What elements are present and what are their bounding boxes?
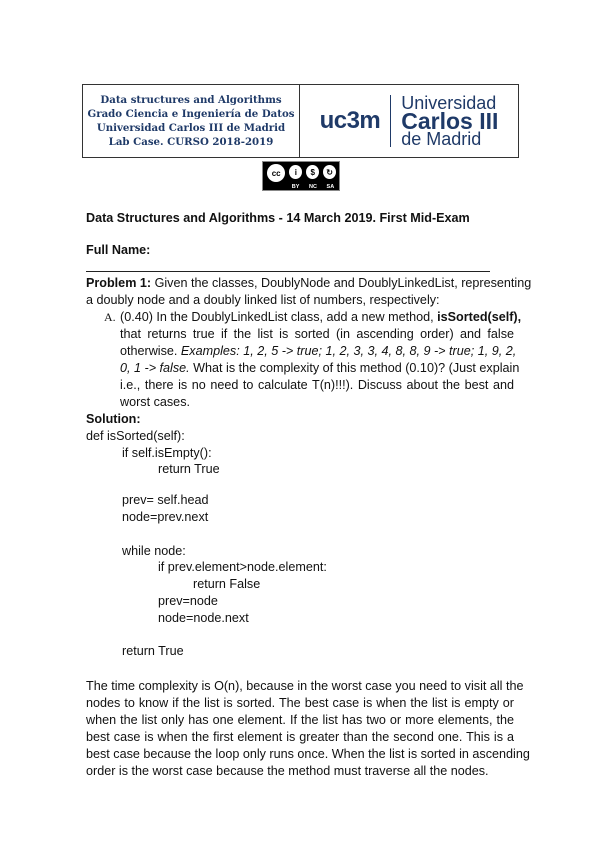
course-line: Universidad Carlos III de Madrid: [96, 122, 286, 134]
university-logo: [300, 85, 518, 157]
uni-line: de Madrid: [401, 129, 482, 149]
item-line: [120, 361, 520, 375]
item-text: otherwise.: [120, 344, 181, 358]
full-name-label: Full Name:: [86, 243, 151, 257]
cc-license-badge: [262, 161, 340, 191]
code-line: if self.isEmpty():: [122, 446, 212, 460]
code-line: node=node.next: [158, 611, 249, 625]
course-line: Data structures and Algorithms: [100, 94, 282, 106]
item-line: [120, 310, 522, 324]
code-line: return False: [193, 577, 261, 591]
license-label: BY: [291, 184, 300, 190]
solution-label: Solution:: [86, 412, 141, 426]
examples: Examples: 1, 2, 5 -> true; 1, 2, 3, 3, 4, 8, 8, 9 -> true; 1, 9, 2,: [180, 344, 517, 358]
explanation-line: best case is when the first element is greater than the second one. This is a: [86, 730, 514, 744]
method-name: isSorted(self),: [437, 310, 522, 324]
name-underline: [86, 271, 490, 272]
item-line: worst cases.: [120, 395, 190, 409]
item-line: i.e., there is no need to calculate T(n)!!!). Discuss about the best and: [120, 378, 514, 392]
code-line: node=prev.next: [122, 510, 209, 524]
explanation-line: when the list only has one element. If the list has two or more elements, the: [86, 713, 514, 727]
course-line: Lab Case. CURSO 2018-2019: [108, 136, 274, 148]
item-marker: A.: [104, 310, 116, 324]
header-box: [82, 84, 519, 158]
explanation-line: The time complexity is O(n), because in the worst case you need to visit all the: [86, 679, 524, 693]
item-text: What is the complexity of this method (0.10)? (Just explain: [189, 361, 520, 375]
code-line: return True: [158, 462, 220, 476]
exam-title: Data Structures and Algorithms - 14 March 2019. First Mid-Exam: [86, 211, 470, 225]
problem-label: Problem 1:: [86, 276, 152, 290]
problem-line: a doubly node and a doubly linked list of numbers, respectively:: [86, 293, 440, 307]
university-name: [401, 94, 498, 148]
problem-line: [86, 276, 532, 290]
examples: 0, 1 -> false.: [120, 361, 190, 375]
logo-divider: [390, 95, 391, 147]
code-line: return True: [122, 644, 184, 658]
explanation-line: nodes to know if the list is sorted. The best case is when the list is empty or: [86, 696, 514, 710]
license-label: NC: [309, 184, 317, 190]
noncommercial-icon: $: [305, 164, 320, 180]
uc3m-logo: uc3m: [319, 107, 381, 134]
item-line: [120, 344, 517, 358]
explanation-line: best case because the loop only runs once. When the list is sorted in ascending: [86, 747, 530, 761]
course-info: [83, 85, 300, 157]
code-line: prev= self.head: [122, 493, 209, 507]
item-text: (0.40) In the DoublyLinkedList class, add a new method,: [120, 310, 438, 324]
problem-text: Given the classes, DoublyNode and DoublyLinkedList, representing: [151, 276, 532, 290]
code-line: while node:: [122, 544, 186, 558]
license-label: SA: [326, 184, 335, 190]
uni-line: Carlos III: [401, 108, 499, 134]
sharealike-icon: ↻: [322, 164, 337, 180]
code-line: prev=node: [158, 594, 218, 608]
item-line: that returns true if the list is sorted (in ascending order) and false: [120, 327, 514, 341]
cc-icon: cc: [266, 163, 286, 183]
code-line: if prev.element>node.element:: [158, 560, 327, 574]
explanation-line: order is the worst case because the method must traverse all the nodes.: [86, 764, 489, 778]
uni-line: Universidad: [401, 93, 497, 113]
code-line: def isSorted(self):: [86, 429, 185, 443]
attribution-icon: i: [288, 164, 303, 180]
course-line: Grado Ciencia e Ingeniería de Datos: [87, 108, 295, 120]
